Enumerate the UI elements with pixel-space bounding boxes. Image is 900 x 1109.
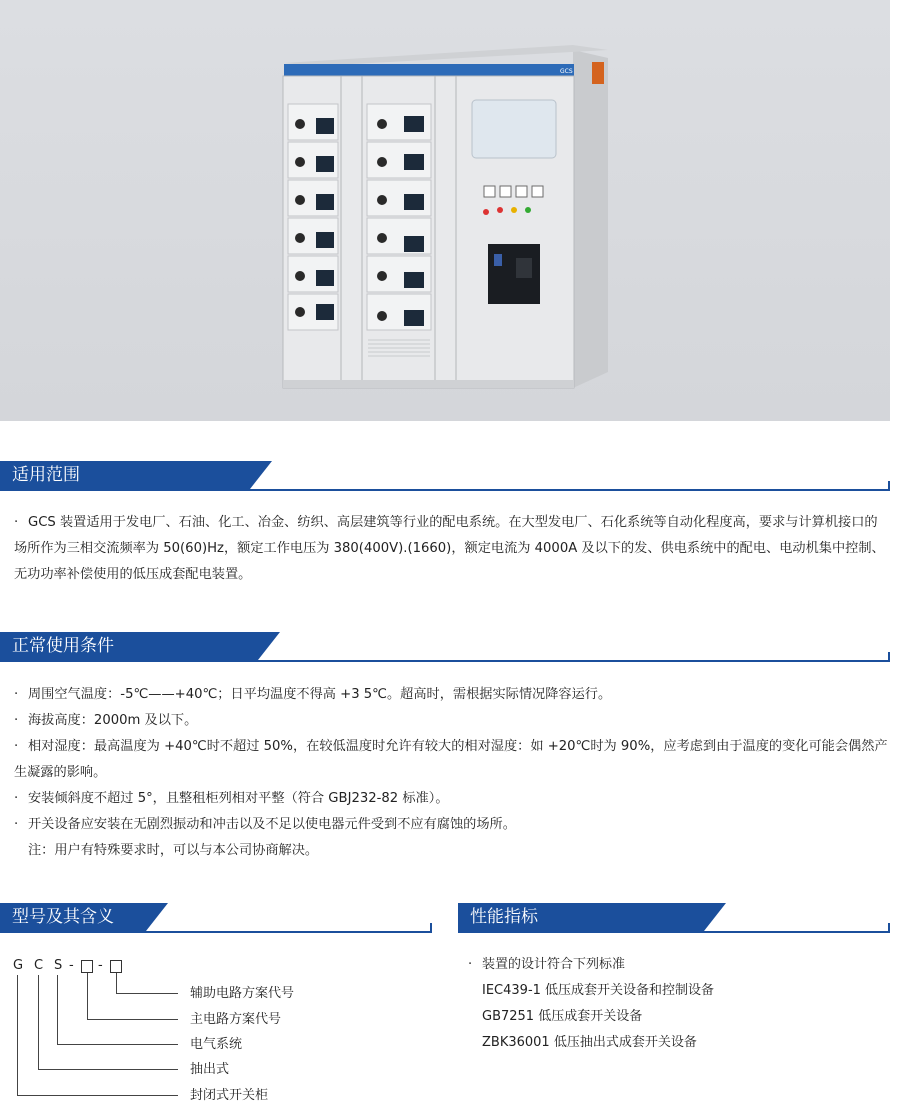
bullet-dot: · [14, 791, 19, 806]
section-header-applicability [0, 461, 890, 491]
model-code-diagram [0, 950, 420, 1109]
section-rule-end [888, 481, 890, 491]
bullet-dot: · [14, 687, 19, 702]
label-main-circuit: 主电路方案代号 [190, 1012, 282, 1027]
label-electrical-system: 电气系统 [190, 1037, 243, 1052]
switchgear-cabinet-illustration [0, 0, 890, 421]
tree-line [17, 975, 18, 1095]
section-title: 型号及其含义 [12, 907, 114, 927]
condition-humidity: 相对湿度：最高温度为 +40℃时不超过 50%，在较低温度时允许有较大的相对湿度：如 +20℃时为 90%，应考虑到由于温度的变化可能会偶然产生凝露的影响。 [14, 739, 888, 780]
code-char-dash: - [98, 958, 103, 973]
product-photo [0, 0, 890, 421]
svg-text:GCS: GCS [560, 68, 573, 75]
tree-line [57, 1044, 178, 1045]
main-circuit-box [81, 960, 93, 973]
section-header-model [0, 903, 432, 933]
performance-standards [468, 952, 714, 1056]
tree-line [38, 1069, 178, 1070]
aux-circuit-box [110, 960, 122, 973]
tree-line [17, 1095, 178, 1096]
section-rule [0, 931, 432, 933]
tree-line [38, 975, 39, 1069]
code-char-dash: - [69, 958, 74, 973]
code-char-s: S [54, 958, 63, 973]
section-rule [0, 489, 890, 491]
bullet-dot: · [14, 739, 19, 754]
label-aux-circuit: 辅助电路方案代号 [190, 986, 295, 1001]
tree-line [57, 975, 58, 1044]
applicability-paragraph: GCS 装置适用于发电厂、石油、化工、冶金、纺织、高层建筑等行业的配电系统。在大型发电厂、石化系统等自动化程度高，要求与计算机接口的场所作为三相交流频率为 50(60)Hz，额定工作电压为 380(400V).(1660)，额定电流为 4000A 及以下的发、供电系统中的配电、电动机集中控制、无功功率补偿使用的低压成套配电装置。 [14, 515, 885, 582]
section-title: 适用范围 [12, 465, 80, 485]
condition-altitude: 海拔高度：2000m 及以下。 [28, 713, 198, 728]
section-rule [458, 931, 890, 933]
code-char-g: G [13, 958, 24, 973]
list-item [14, 812, 888, 838]
tree-line [116, 973, 117, 993]
standards-intro: 装置的设计符合下列标准 [482, 957, 626, 972]
tree-line [87, 1019, 178, 1020]
code-char-c: C [34, 958, 44, 973]
standard-zbk36001: ZBK36001 低压抽出式成套开关设备 [482, 1035, 697, 1050]
bullet-dot: · [468, 957, 473, 972]
section-rule-end [888, 923, 890, 933]
section-title: 性能指标 [470, 907, 538, 927]
tree-line [116, 993, 178, 994]
list-item [14, 682, 888, 708]
conditions-list [14, 682, 888, 864]
section-header-conditions [0, 632, 890, 662]
tree-line [87, 973, 88, 1019]
bullet-dot: · [14, 817, 19, 832]
section-rule [0, 660, 890, 662]
list-item [14, 786, 888, 812]
condition-installation: 开关设备应安装在无剧烈振动和冲击以及不足以使电器元件受到不应有腐蚀的场所。 [28, 817, 516, 832]
section-header-performance [458, 903, 890, 933]
section-rule-end [430, 923, 432, 933]
label-enclosed-cabinet: 封闭式开关柜 [190, 1088, 269, 1103]
condition-note: 注：用户有特殊要求时，可以与本公司协商解决。 [28, 843, 319, 858]
section-rule-end [888, 652, 890, 662]
applicability-text [14, 510, 888, 588]
bullet-dot: · [14, 515, 19, 530]
list-item [14, 708, 888, 734]
list-item [468, 952, 714, 978]
section-title: 正常使用条件 [12, 636, 114, 656]
condition-temperature: 周围空气温度：-5℃——+40℃；日平均温度不得高 +3 5℃。超高时，需根据实际情况降容运行。 [28, 687, 612, 702]
condition-inclination: 安装倾斜度不超过 5°，且整租柜列相对平整（符合 GBJ232-82 标准）。 [28, 791, 449, 806]
label-drawout: 抽出式 [190, 1062, 230, 1077]
list-item [14, 734, 888, 786]
bullet-dot: · [14, 713, 19, 728]
standard-gb7251: GB7251 低压成套开关设备 [482, 1009, 643, 1024]
standard-iec439: IEC439-1 低压成套开关设备和控制设备 [482, 983, 715, 998]
